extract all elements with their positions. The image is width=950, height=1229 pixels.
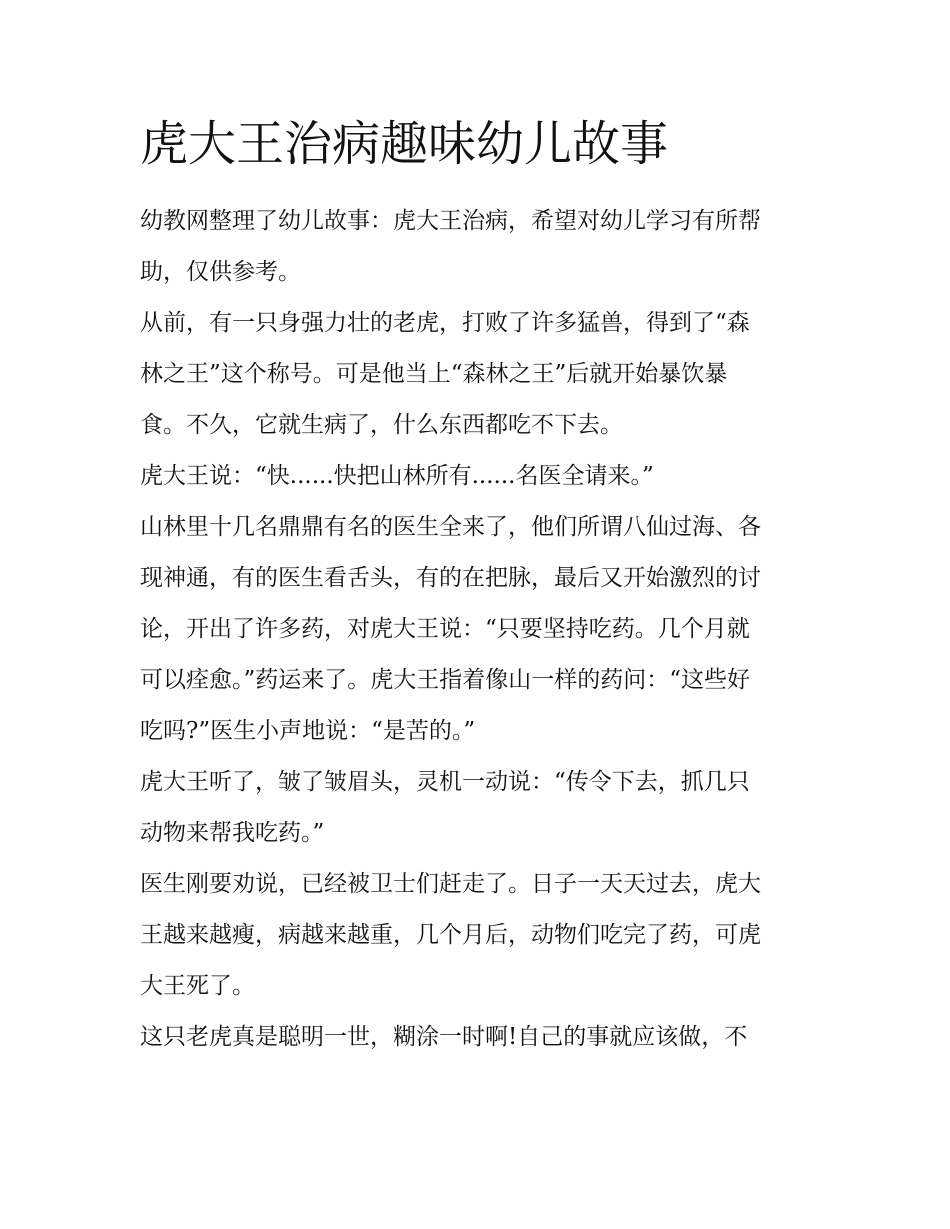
text-line: 可以痊愈。”药运来了。虎大王指着像山一样的药问：“这些好: [140, 667, 751, 693]
text-line: 虎大王说：“快......快把山林所有......名医全请来。”: [140, 463, 654, 489]
text-line: 助，仅供参考。: [140, 259, 301, 285]
paragraph-order: [140, 757, 820, 859]
text-line: 山林里十几名鼎鼎有名的医生全来了，他们所谓八仙过海、各: [140, 514, 761, 540]
text-line: 论，开出了许多药，对虎大王说：“只要坚持吃药。几个月就: [140, 616, 750, 642]
paragraph-moral: [140, 1012, 820, 1063]
paragraph-story-start: [140, 298, 820, 451]
text-line: 医生刚要劝说，已经被卫士们赶走了。日子一天天过去，虎大: [140, 871, 761, 897]
text-line: 林之王”这个称号。可是他当上“森林之王”后就开始暴饮暴: [140, 361, 728, 387]
paragraph-doctors: [140, 502, 820, 757]
document-title: 虎大王治病趣味幼儿故事: [140, 116, 669, 172]
text-line: 王越来越瘦，病越来越重，几个月后，动物们吃完了药，可虎: [140, 922, 761, 948]
text-line: 从前，有一只身强力壮的老虎，打败了许多猛兽，得到了“森: [140, 310, 750, 336]
paragraph-outcome: [140, 859, 820, 1012]
document-body: [140, 196, 820, 1063]
text-line: 吃吗?”医生小声地说：“是苦的。”: [140, 718, 476, 744]
text-line: 虎大王听了，皱了皱眉头，灵机一动说：“传令下去，抓几只: [140, 769, 750, 795]
text-line: 食。不久，它就生病了，什么东西都吃不下去。: [140, 412, 623, 438]
text-line: 幼教网整理了幼儿故事：虎大王治病，希望对幼儿学习有所帮: [140, 208, 761, 234]
paragraph-intro: [140, 196, 820, 298]
text-line: 动物来帮我吃药。”: [140, 820, 325, 846]
text-line: 现神通，有的医生看舌头，有的在把脉，最后又开始激烈的讨: [140, 565, 761, 591]
text-line: 大王死了。: [140, 973, 255, 999]
text-line: 这只老虎真是聪明一世，糊涂一时啊!自己的事就应该做，不: [140, 1024, 748, 1050]
paragraph-tiger-speech: [140, 451, 820, 502]
